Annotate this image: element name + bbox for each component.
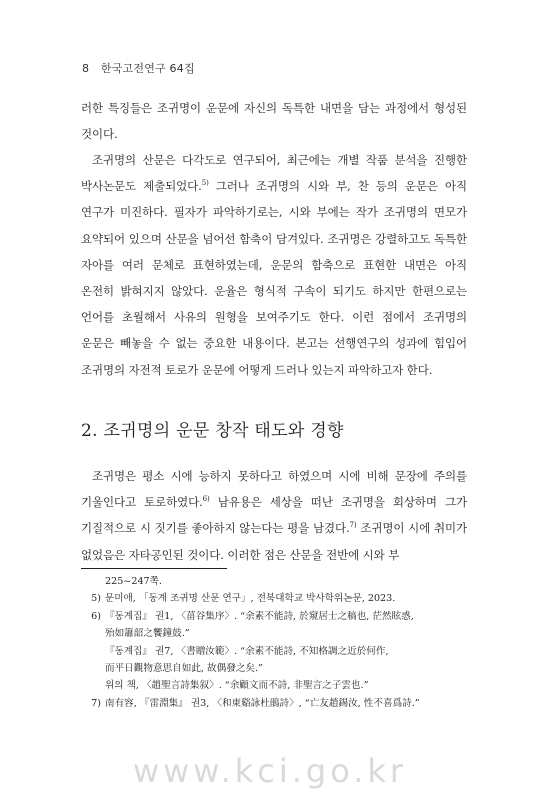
paragraph-segment: 조귀명의 산문은 다각도로 연구되어, 최근에는 개별 작품 분석을 진행한 박사논문도 제출되었다. xyxy=(81,153,467,194)
footnote-6-part-2 xyxy=(81,643,467,678)
footnote-ref-7[interactable]: 7) xyxy=(349,521,357,530)
paragraph-text: 러한 특징들은 조귀명이 운문에 자신의 독특한 내면을 담는 과정에서 형성된 것이다. xyxy=(81,101,467,142)
footnote-7 xyxy=(81,695,467,712)
paragraph-segment: 조귀명은 평소 시에 능하지 못하다고 하였으며 시에 비해 문장에 주의를 기울인다고 토로하였다. xyxy=(81,469,467,510)
paragraph-segment: 남유용은 세상을 떠난 조귀명을 회상하며 그가 기질적으로 시 짓기를 좋아하지 않는다는 평을 남겼다. xyxy=(81,495,467,536)
footnotes xyxy=(81,573,467,712)
journal-title: 한국고전연구 64집 xyxy=(100,62,195,75)
paragraph-text xyxy=(81,147,467,383)
page-number: 8 xyxy=(82,62,90,75)
footnote-text: 225~247쪽. xyxy=(105,576,162,587)
footnote-text: 문미애, 「동계 조귀명 산문 연구」, 전북대학교 박사학위논문, 2023. xyxy=(105,593,396,605)
running-header xyxy=(82,60,195,76)
footnote-continuation xyxy=(81,573,467,590)
section-heading: 2. 조귀명의 운문 창작 태도와 경향 xyxy=(81,421,344,441)
footnote-5 xyxy=(81,590,467,607)
footnote-text: 南有容, 『雷淵集』 권3, 〈和東谿詠杜鵑詩〉, “亡友趙錫汝, 性不喜爲詩.” xyxy=(105,697,420,709)
paragraph-segment: 조귀명이 시에 취미가 없었음은 자타공인된 것이다. 이러한 점은 산문을 전반에 시와 부 xyxy=(81,521,467,562)
footnote-text: 위의 책, 〈趙聖言詩集叙〉. “余顧文而不詩, 非聖言之子雲也.” xyxy=(105,680,369,692)
paragraph-text xyxy=(81,463,467,568)
footnote-number: 7) xyxy=(91,697,101,709)
body-paragraph-1 xyxy=(81,95,467,147)
footnote-ref-6[interactable]: 6) xyxy=(202,495,210,504)
body-paragraph-2 xyxy=(81,147,467,383)
footnote-6-part-3 xyxy=(81,677,467,694)
footnote-number: 6) xyxy=(91,610,101,622)
footnote-ref-5[interactable]: 5) xyxy=(201,179,209,188)
footnote-divider xyxy=(81,568,227,569)
watermark: www.kci.go.kr xyxy=(132,752,408,790)
footnote-6 xyxy=(81,608,467,643)
footnote-text: 『동계집』 권1, 〈菑谷集序〉. “余素不能詩, 於窺居士之稿也, 茫然眩惑, 殆如簫韶之饗鐘鼓.” xyxy=(105,610,414,640)
body-paragraph-3 xyxy=(81,463,467,568)
paragraph-segment: 그러나 조귀명의 시와 부, 찬 등의 운문은 아직 연구가 미진하다. 필자가 파악하기로는, 시와 부에는 작가 조귀명의 면모가 요약되어 있으며 산문을 넘어선 함축이 담겨있다. 조귀명은 강렬하고도 독특한 자아를 여러 문체로 표현하였는데, 운문의 함축으로 표현한 내면은 아직 온전히 밝혀지지 않았다. 운율은 형식적 구속이 되기도 하지만 한편으로는 언어를 초월해서 사유의 원형을 보여주기도 한다. 이런 점에서 조귀명의 운문은 빼놓을 수 없는 중요한 내용이다. 본고는 선행연구의 성과에 힘입어 조귀명의 자전적 토로가 운문에 어떻게 드러나 있는지 파악하고자 한다. xyxy=(81,179,467,377)
footnote-text: 『동계집』 권7, 〈書贈汝範〉. “余素不能詩, 不知格調之近於何作, 而平日觀物意思自如此, 故偶發之矣.” xyxy=(105,645,389,675)
footnote-number: 5) xyxy=(91,593,101,605)
